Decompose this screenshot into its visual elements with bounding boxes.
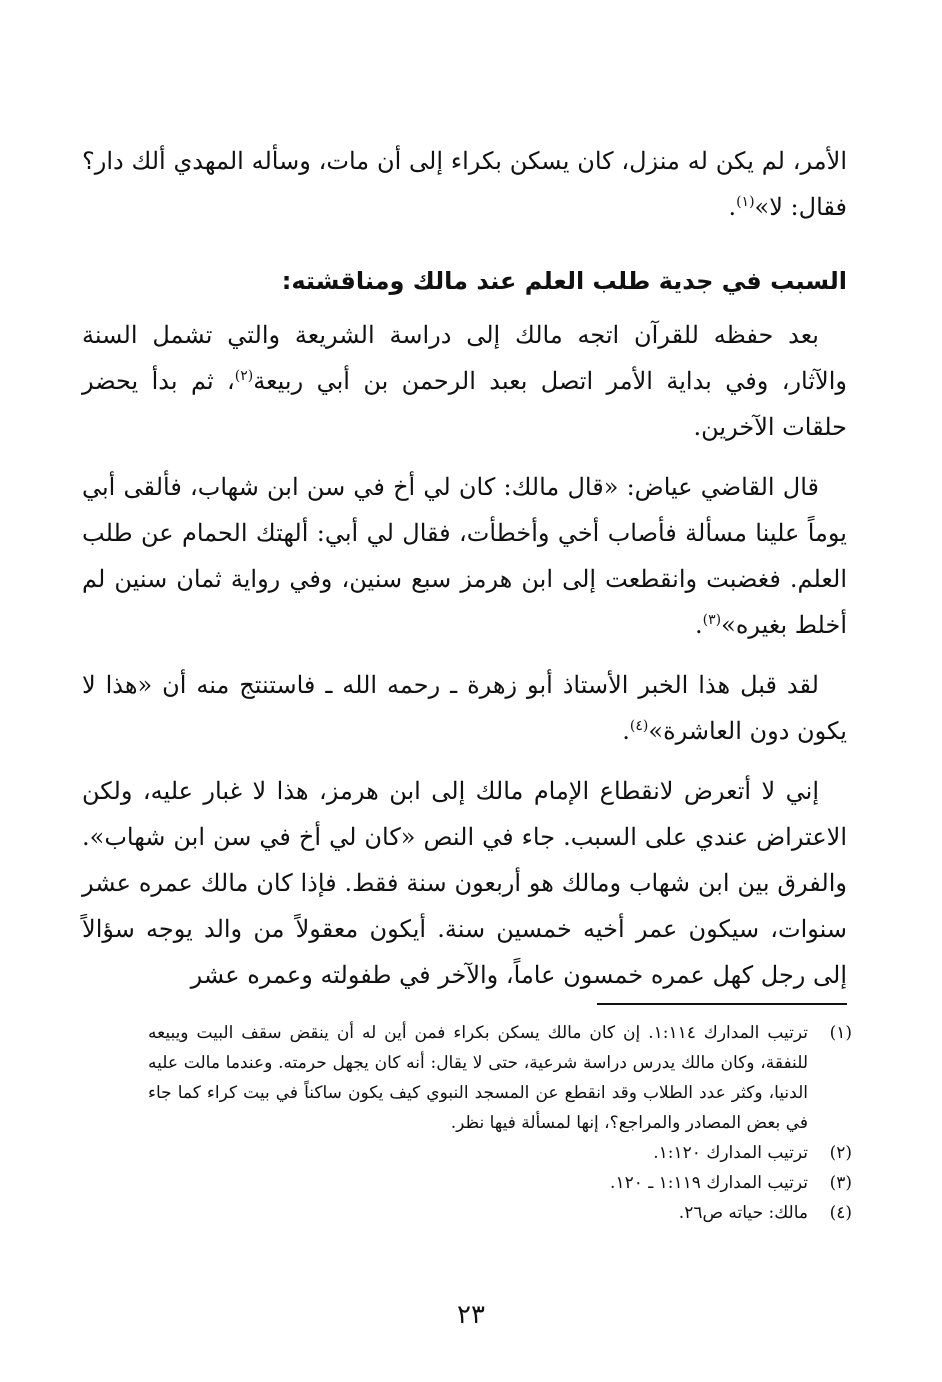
section-heading: السبب في جدية طلب العلم عند مالك ومناقشته:: [281, 267, 847, 295]
footnote-number: (٣): [829, 1173, 852, 1193]
footnote-1: [148, 1018, 852, 1138]
main-text: [82, 138, 847, 998]
footnote-2: [148, 1138, 852, 1168]
footnote-ref-1: (١): [736, 194, 755, 210]
paragraph-5: إني لا أتعرض لانقطاع الإمام مالك إلى ابن هرمز، هذا لا غبار عليه، ولكن الاعتراض عندي على السبب. جاء في النص «كان لي أخ في سن ابن شهاب». والفرق بين ابن شهاب ومالك هو أربعون سنة فقط. فإذا كان مالك عمره عشر سنوات، سيكون عمر أخيه خمسين سنة. أيكون معقولاً من والد يوجه سؤالاً إلى رجل كهل عمره خمسون عاماً، والآخر في طفولته وعمره عشر: [82, 777, 847, 989]
paragraph-3-end: .: [695, 611, 703, 639]
paragraph-1-text: الأمر، لم يكن له منزل، كان يسكن بكراء إلى أن مات، وسأله المهدي ألك دار؟ فقال: لا»: [82, 147, 847, 221]
footnote-number: (٢): [829, 1143, 852, 1163]
footnote-number: (١): [829, 1023, 852, 1043]
paragraph-2: [82, 312, 847, 450]
footnote-text: ترتيب المدارك ١:١١٤. إن كان مالك يسكن بكراء فمن أين له أن ينقض سقف البيت ويبيعه للنفقة، وكان مالك يدرس دراسة شرعية، حتى لا يقال: أنه كان يجهل حرمته. وعندما مالت عليه الدنيا، وكثر عدد الطلاب وقد انقطع عن المسجد النبوي كيف يكون ساكناً في بيت كراء كما جاء في بعض المصادر والمراجع؟، إنها لمسألة فيها نظر.: [148, 1023, 809, 1133]
page-number: ٢٣: [457, 1300, 485, 1330]
footnote-number: (٤): [829, 1203, 852, 1223]
paragraph-1: [82, 138, 847, 230]
footnotes: [148, 1018, 852, 1228]
footnote-ref-3: (٣): [702, 612, 722, 628]
paragraph-3-text: قال القاضي عياض: «قال مالك: كان لي أخ في سن ابن شهاب، فألقى أبي يوماً علينا مسألة فأصاب أخي وأخطأت، فقال لي أبي: ألهتك الحمام عن طلب العلم. فغضبت وانقطعت إلى ابن هرمز سبع سنين، وفي رواية ثمان سنين لم أخلط بغيره»: [82, 473, 847, 639]
footnote-3: [148, 1168, 852, 1198]
paragraph-1-end: .: [728, 193, 737, 221]
paragraph-2-text-b: ، ثم بدأ يحضر حلقات الآخرين.: [82, 367, 847, 441]
paragraph-2-text-a: بعد حفظه للقرآن اتجه مالك إلى دراسة الشريعة والتي تشمل السنة والآثار، وفي بداية الأمر اتصل بعبد الرحمن بن أبي ربيعة: [82, 321, 847, 395]
footnote-ref-4: (٤): [629, 718, 649, 734]
footnote-text: ترتيب المدارك ١:١٢٠.: [653, 1143, 808, 1163]
footnote-ref-2: (٢): [234, 368, 254, 384]
paragraph-4-end: .: [622, 717, 630, 745]
footnote-4: [148, 1198, 852, 1228]
paragraph-4: [82, 662, 847, 754]
footnote-text: مالك: حياته ص٢٦.: [678, 1203, 808, 1223]
footnote-text: ترتيب المدارك ١:١١٩ ـ ١٢٠.: [610, 1173, 808, 1193]
paragraph-4-text: لقد قبل هذا الخبر الأستاذ أبو زهرة ـ رحمه الله ـ فاستنتج منه أن «هذا لا يكون دون العاشرة»: [82, 671, 847, 745]
paragraph-3: [82, 464, 847, 648]
footnote-separator: [597, 1003, 847, 1005]
